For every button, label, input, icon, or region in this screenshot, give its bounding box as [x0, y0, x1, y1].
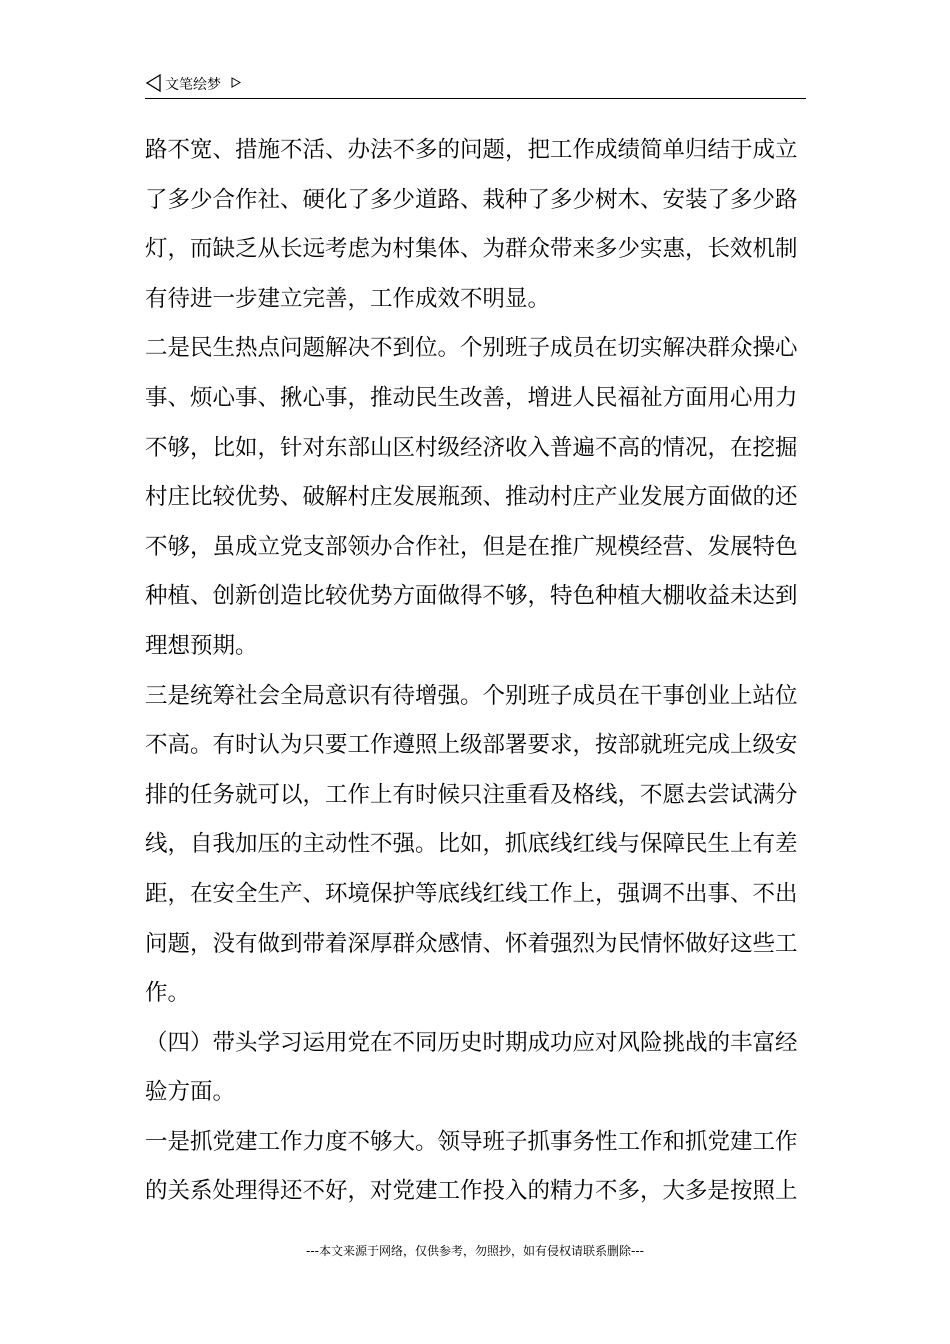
- triangle-right-outline-icon: [231, 77, 241, 88]
- body-line: 二是民生热点问题解决不到位。个别班子成员在切实解决群众操心: [145, 335, 798, 362]
- header-title: 文笔绘梦: [165, 77, 221, 93]
- body-line: 有待进一步建立完善，工作成效不明显。: [145, 285, 551, 312]
- body-line: 距，在安全生产、环境保护等底线红线工作上，强调不出事、不出: [145, 880, 798, 907]
- body-line: 种植、创新创造比较优势方面做得不够，特色种植大棚收益未达到: [145, 583, 798, 610]
- body-line: 线，自我加压的主动性不强。比如，抓底线红线与保障民生上有差: [145, 831, 798, 858]
- body-line: 一是抓党建工作力度不够大。领导班子抓事务性工作和抓党建工作: [145, 1128, 798, 1155]
- body-line: 验方面。: [145, 1079, 236, 1106]
- body-line: 路不宽、措施不活、办法不多的问题，把工作成绩简单归结于成立: [145, 137, 798, 163]
- document-body: [145, 126, 806, 1217]
- body-line: 事、烦心事、揪心事，推动民生改善，增进人民福祉方面用心用力: [145, 384, 798, 411]
- body-line: 三是统筹社会全局意识有待增强。个别班子成员在干事创业上站位: [145, 682, 798, 709]
- body-line: 灯，而缺乏从长远考虑为村集体、为群众带来多少实惠，长效机制: [145, 236, 798, 263]
- body-line: 的关系处理得还不好，对党建工作投入的精力不多，大多是按照上: [145, 1178, 798, 1205]
- body-line: 排的任务就可以，工作上有时候只注重看及格线，不愿去尝试满分: [145, 781, 798, 808]
- page-footer: ---本文来源于网络，仅供参考，勿照抄，如有侵权请联系删除---: [306, 1244, 644, 1258]
- body-line: 不高。有时认为只要工作遵照上级部署要求，按部就班完成上级安: [145, 732, 798, 759]
- body-line: 了多少合作社、硬化了多少道路、栽种了多少树木、安装了多少路: [145, 186, 798, 213]
- body-line: 不够，比如，针对东部山区村级经济收入普遍不高的情况，在挖掘: [145, 434, 798, 461]
- page-header: [145, 72, 806, 99]
- body-line: 理想预期。: [145, 632, 258, 659]
- body-line: 村庄比较优势、破解村庄发展瓶颈、推动村庄产业发展方面做的还: [145, 484, 798, 511]
- triangle-left-outline-icon: [145, 74, 163, 92]
- body-line: （四）带头学习运用党在不同历史时期成功应对风险挑战的丰富经: [145, 1029, 798, 1056]
- body-line: 作。: [145, 980, 191, 1007]
- body-line: 不够，虽成立党支部领办合作社，但是在推广规模经营、发展特色: [145, 533, 798, 560]
- body-line: 问题，没有做到带着深厚群众感情、怀着强烈为民情怀做好这些工: [145, 930, 798, 957]
